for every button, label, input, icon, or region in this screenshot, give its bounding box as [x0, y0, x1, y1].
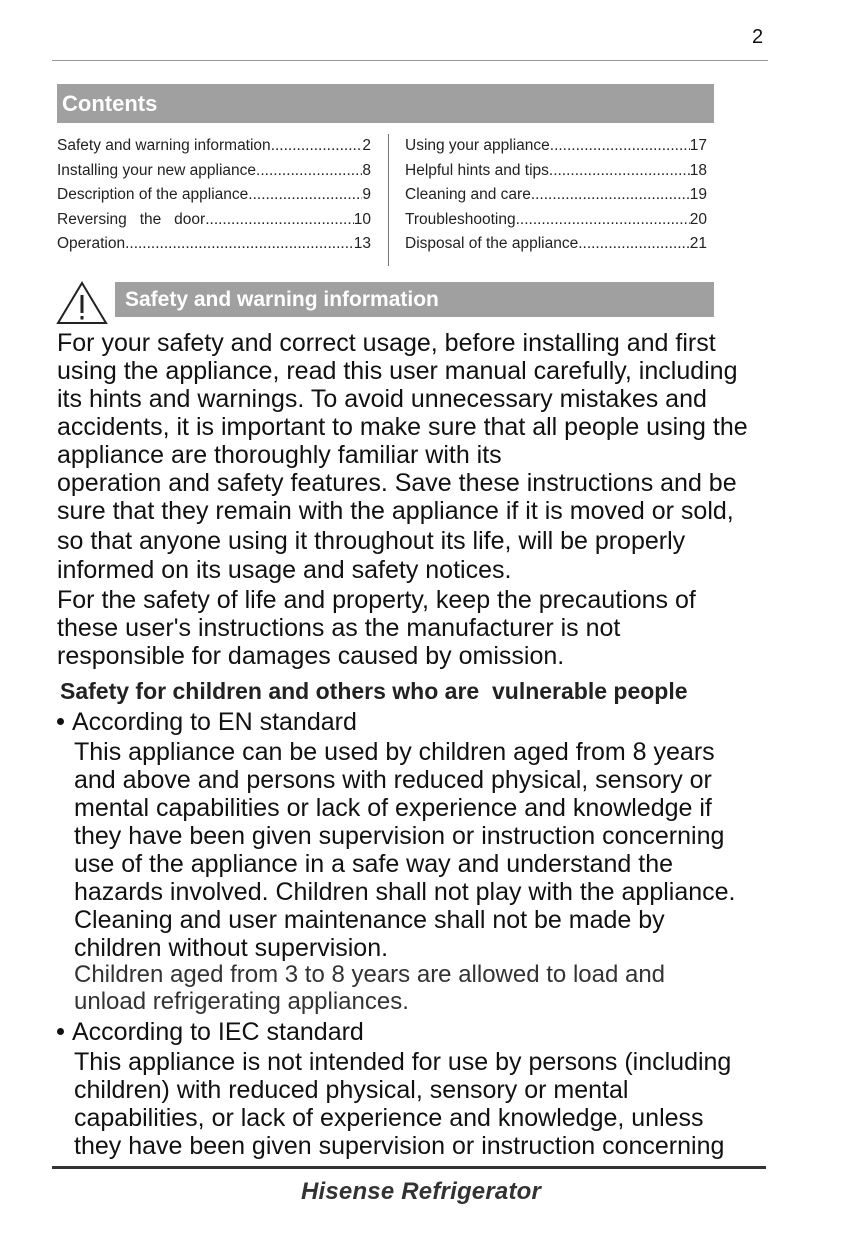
text-line: children) with reduced physical, sensory or mental: [74, 1076, 629, 1104]
toc-entry-page: 10: [353, 210, 371, 228]
toc-entry-page: 8: [362, 161, 371, 179]
toc-entry[interactable]: [405, 134, 707, 159]
toc-entry[interactable]: [405, 208, 707, 233]
toc-entry[interactable]: [57, 208, 371, 233]
text-line: This appliance can be used by children aged from 8 years: [74, 738, 715, 766]
bullet-icon: [57, 718, 64, 725]
toc-entry-page: 2: [362, 137, 371, 154]
toc-column-divider: [388, 134, 389, 266]
footer-brand: Hisense Refrigerator: [300, 1178, 542, 1205]
bullet-label: According to EN standard: [72, 708, 357, 736]
toc-entry[interactable]: [405, 183, 707, 208]
safety-intro-paragraph: [57, 329, 817, 670]
text-line: so that anyone using it throughout its life, will be properly: [57, 526, 686, 555]
safety-section-heading: Safety and warning information: [115, 282, 714, 317]
text-line: appliance are thoroughly familiar with its: [57, 441, 502, 469]
toc-entry-title: Operation: [57, 235, 126, 252]
text-line: sure that they remain with the appliance if it is moved or sold,: [57, 497, 734, 525]
text-line: these user's instructions as the manufacturer is not: [57, 613, 621, 642]
toc-entry-title: Cleaning and care: [405, 186, 531, 203]
text-line: Cleaning and user maintenance shall not be made by: [74, 906, 665, 934]
toc-entry[interactable]: [57, 232, 371, 257]
contents-heading: Contents: [57, 84, 714, 123]
toc-entry-title: Helpful hints and tips: [405, 161, 549, 179]
warning-triangle-icon: [56, 281, 108, 325]
children-safety-heading: Safety for children and others who are vulnerable people: [60, 678, 688, 704]
children-loading-note: [74, 961, 665, 1015]
text-line: its hints and warnings. To avoid unnecessary mistakes and: [57, 385, 707, 413]
toc-entry-page: 19: [689, 186, 707, 203]
text-line: This appliance is not intended for use by persons (including: [74, 1048, 732, 1076]
text-line: informed on its usage and safety notices.: [57, 556, 512, 584]
toc-entry[interactable]: [57, 134, 371, 159]
toc-left-column: [57, 134, 371, 257]
toc-entry-page: 18: [689, 161, 707, 179]
toc-entry-page: 17: [689, 137, 707, 154]
iec-standard-bullet: [57, 1018, 364, 1047]
toc-entry-page: 21: [689, 235, 707, 252]
text-line: accidents, it is important to make sure that all people using the: [57, 413, 748, 441]
toc-entry[interactable]: [405, 232, 707, 257]
toc-right-column: [405, 134, 707, 257]
text-line: mental capabilities or lack of experience and knowledge if: [74, 794, 712, 822]
toc-entry-title: Reversing the door: [57, 210, 206, 228]
text-line: children without supervision.: [74, 934, 389, 962]
text-line: Children aged from 3 to 8 years are allowed to load and: [74, 961, 666, 988]
toc-entry-title: Troubleshooting: [405, 210, 516, 228]
bullet-icon: [57, 1028, 64, 1035]
iec-standard-paragraph: [74, 1048, 731, 1160]
text-line: capabilities, or lack of experience and knowledge, unless: [74, 1104, 704, 1132]
toc-entry[interactable]: [57, 183, 371, 208]
toc-entry-title: Using your appliance: [405, 137, 550, 154]
page-number: 2: [752, 26, 764, 48]
toc-entry-title: Installing your new appliance: [57, 161, 257, 179]
text-line: using the appliance, read this user manual carefully, including: [57, 357, 738, 385]
text-line: For the safety of life and property, keep the precautions of: [57, 585, 696, 614]
en-standard-bullet: [57, 708, 357, 737]
text-line: and above and persons with reduced physical, sensory or: [74, 766, 712, 794]
text-line: they have been given supervision or instruction concerning: [74, 822, 725, 850]
toc-entry-page: 20: [689, 210, 707, 228]
text-line: operation and safety features. Save these instructions and be: [57, 469, 737, 497]
footer-divider: [52, 1166, 766, 1169]
text-line: unload refrigerating appliances.: [74, 988, 409, 1015]
toc-entry-title: Description of the appliance: [57, 186, 249, 203]
en-standard-paragraph: [74, 738, 736, 962]
text-line: use of the appliance in a safe way and understand the: [74, 850, 674, 878]
text-line: For your safety and correct usage, before installing and first: [57, 329, 716, 357]
bullet-label: According to IEC standard: [72, 1018, 364, 1046]
toc-entry[interactable]: [405, 159, 707, 184]
toc-entry[interactable]: [57, 159, 371, 184]
text-line: they have been given supervision or instruction concerning: [74, 1132, 725, 1160]
toc-entry-title: Disposal of the appliance: [405, 235, 579, 252]
toc-entry-page: 9: [362, 186, 371, 203]
toc-entry-title: Safety and warning information: [57, 137, 271, 154]
header-divider: [52, 60, 768, 61]
text-line: responsible for damages caused by omission.: [57, 641, 565, 670]
toc-entry-page: 13: [353, 235, 371, 252]
text-line: hazards involved. Children shall not play with the appliance.: [74, 878, 736, 906]
